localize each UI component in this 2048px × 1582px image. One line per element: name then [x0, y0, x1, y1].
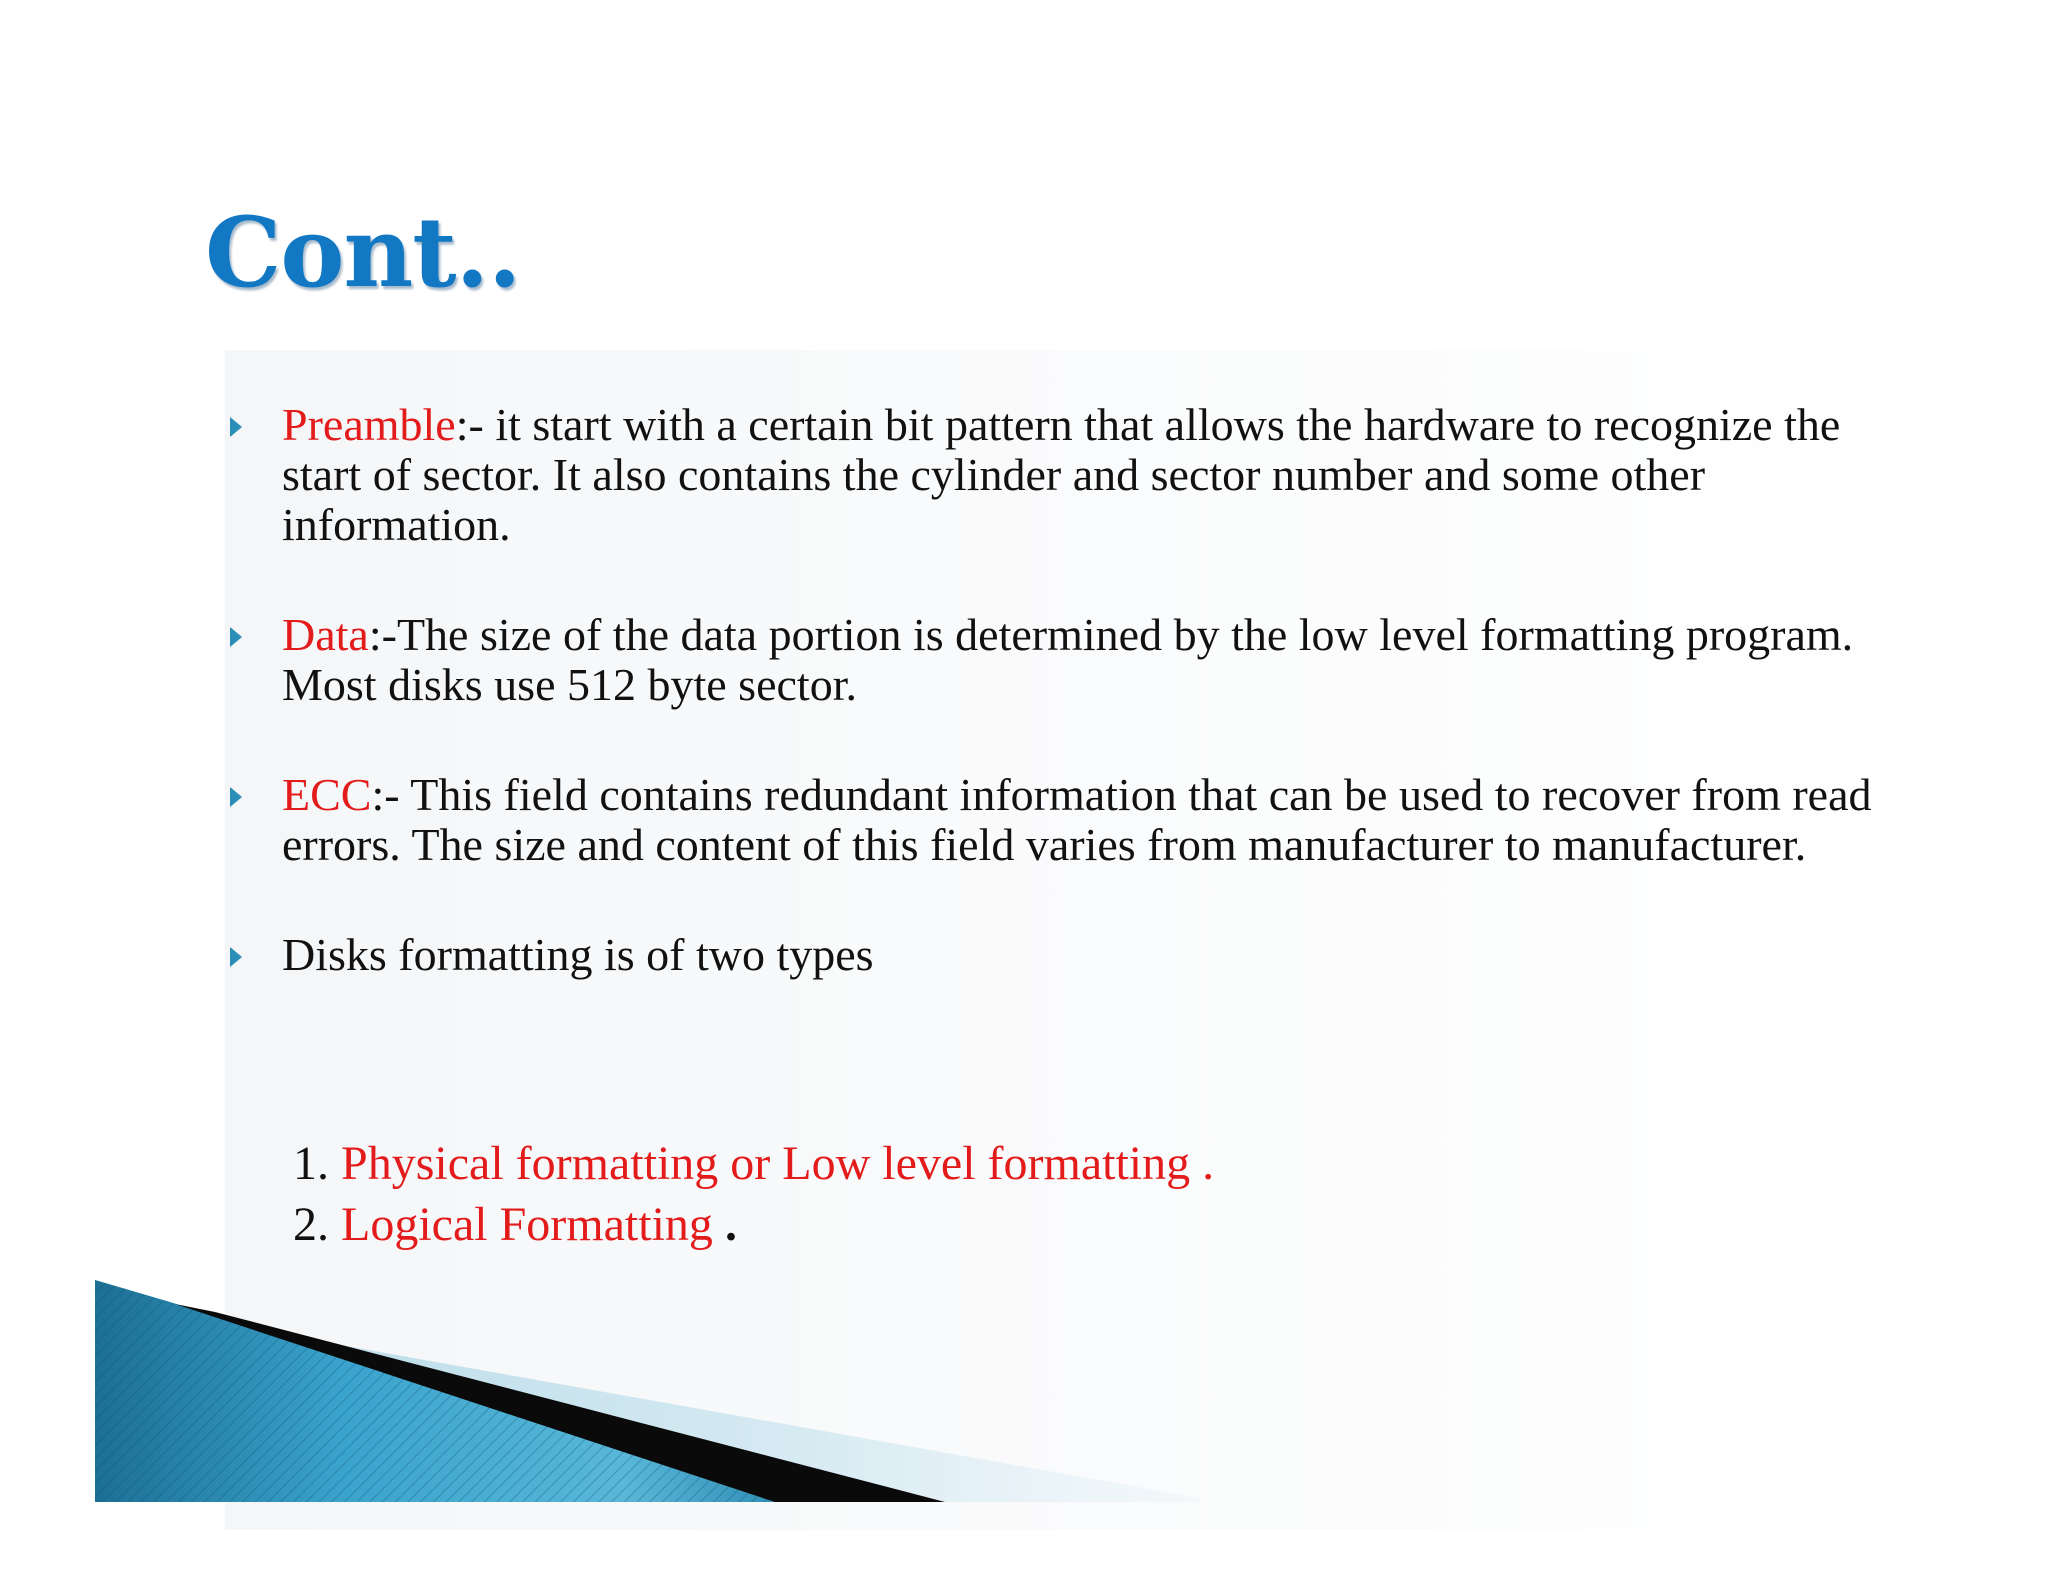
bullet-text: :- This field contains redundant information that can be used to recover from read errors. The size and content of this field varies from manufacturer to manufacturer.: [282, 769, 1872, 870]
formatting-type-label: Logical Formatting: [341, 1198, 713, 1251]
bullet-text: Disks formatting is of two types: [282, 929, 874, 980]
bullet-term: ECC: [282, 769, 372, 820]
bullet-term: Preamble: [282, 399, 456, 450]
list-number: 1.: [293, 1137, 329, 1190]
bullet-term: Data: [282, 609, 369, 660]
bullet-text: :-The size of the data portion is determined by the low level formatting program. Most disks use 512 byte sector.: [282, 609, 1854, 710]
list-number: 2.: [293, 1198, 329, 1251]
formatting-type-suffix: .: [712, 1198, 737, 1251]
bullet-text: :- it start with a certain bit pattern that allows the hardware to recognize the start of sector. It also contains the cylinder and sector number and some other information.: [282, 399, 1841, 550]
slide-title: Cont..: [205, 196, 521, 309]
formatting-type-label: Physical formatting or Low level formatting .: [341, 1137, 1215, 1190]
